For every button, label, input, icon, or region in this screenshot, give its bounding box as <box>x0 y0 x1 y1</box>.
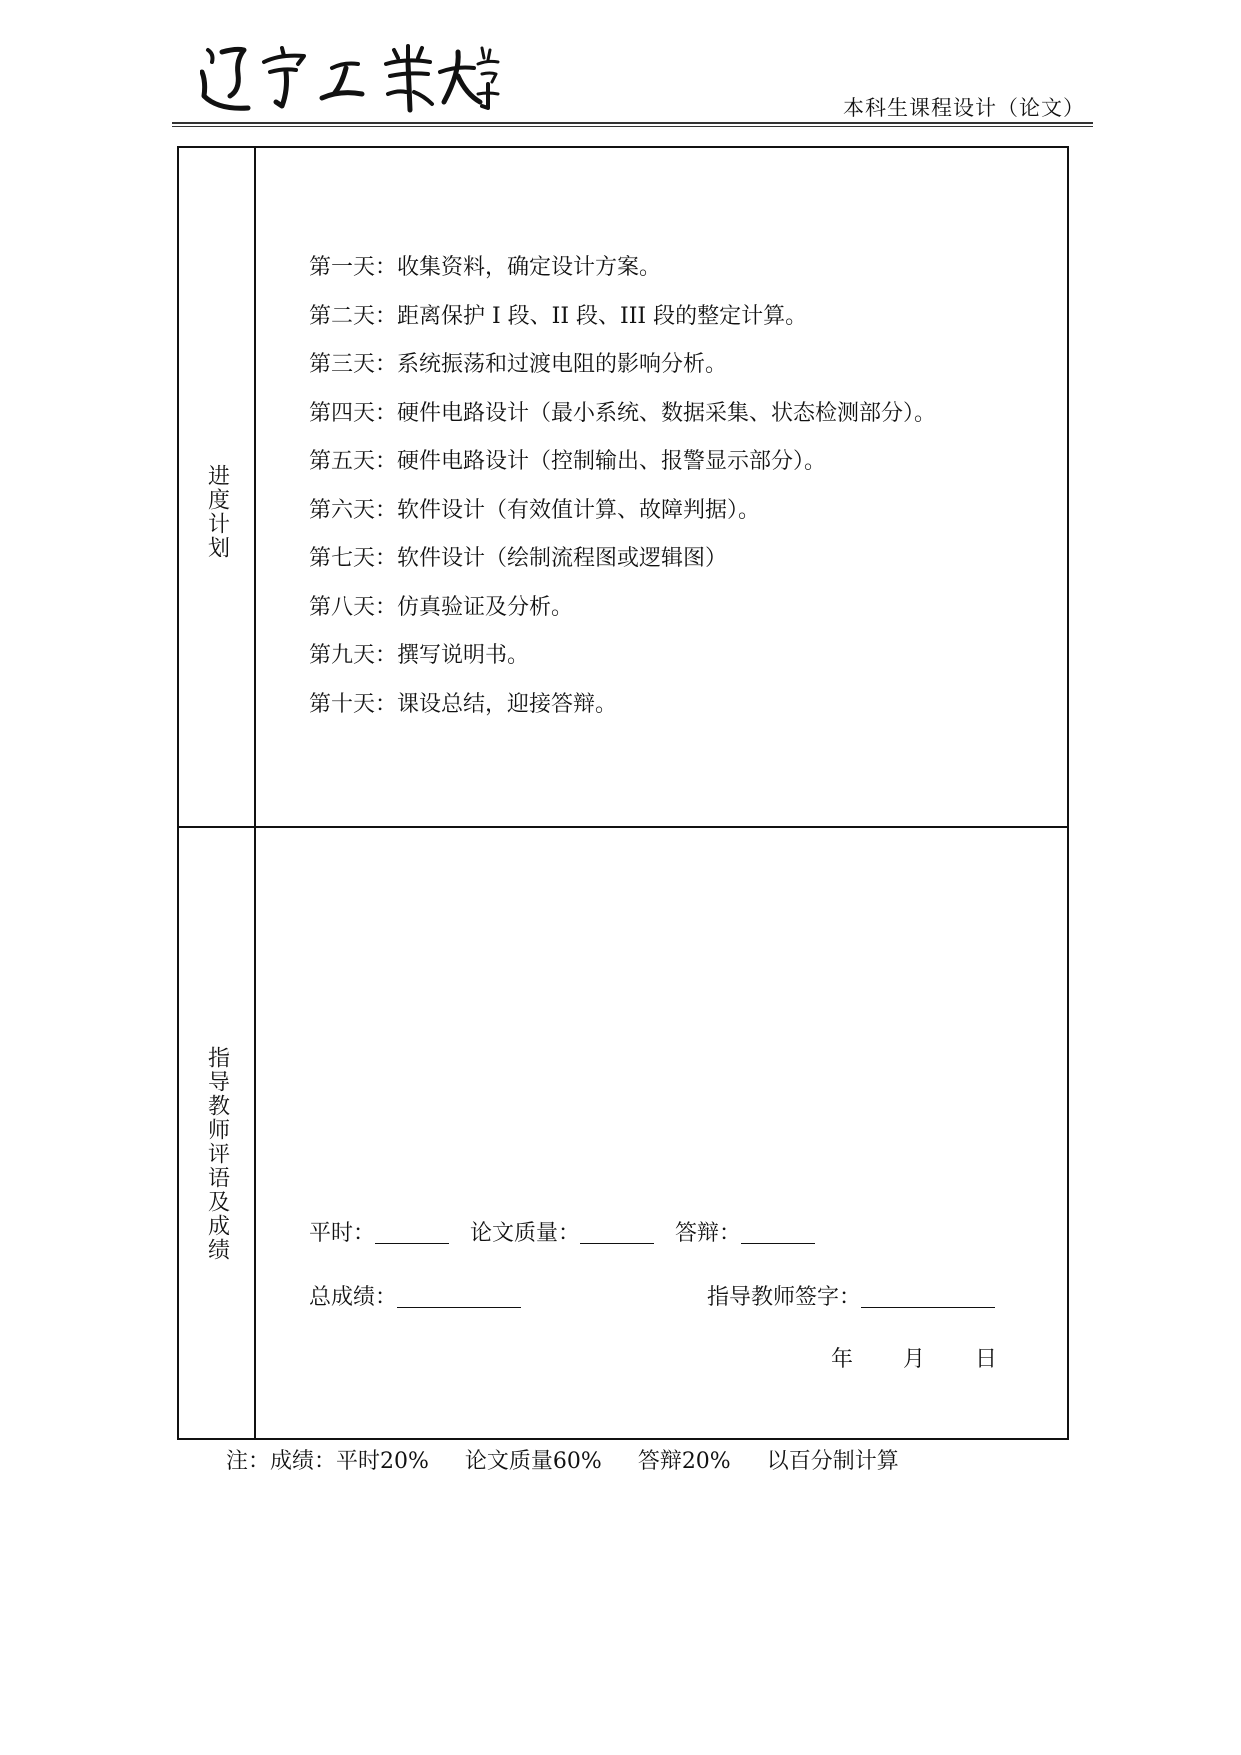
schedule-item: 第十天：课设总结，迎接答辩。 <box>309 691 618 717</box>
column-divider <box>254 148 256 1438</box>
schedule-item: 第九天：撰写说明书。 <box>309 643 530 668</box>
day-label: 日 <box>975 1347 998 1372</box>
defense-score-label: 答辩： <box>675 1221 742 1246</box>
date-row <box>831 1342 1047 1373</box>
header-rule-thick <box>172 122 1093 124</box>
paper-score-blank[interactable] <box>580 1221 654 1244</box>
schedule-item: 第一天：收集资料，确定设计方案。 <box>309 255 662 280</box>
regular-score-label: 平时： <box>309 1221 376 1246</box>
form-table <box>177 146 1069 1440</box>
header-rule-thin <box>172 126 1093 127</box>
comments-label-text: 指导教师评语及成绩 <box>204 1046 230 1262</box>
schedule-item: 第八天：仿真验证及分析。 <box>309 594 574 620</box>
schedule-item: 第四天：硬件电路设计（最小系统、数据采集、状态检测部分）。 <box>309 400 937 426</box>
document-type-label: 本科生课程设计（论文） <box>843 96 1085 120</box>
year-label: 年 <box>831 1347 854 1372</box>
schedule-item: 第六天：软件设计（有效值计算、故障判据）。 <box>309 497 761 523</box>
signature-blank[interactable] <box>861 1285 995 1308</box>
defense-score-blank[interactable] <box>741 1221 815 1244</box>
note-defense: 答辩20% <box>637 1449 731 1474</box>
total-score-label: 总成绩： <box>309 1285 398 1310</box>
row-divider <box>179 826 1067 828</box>
schedule-list <box>309 244 936 729</box>
schedule-item: 第七天：软件设计（绘制流程图或逻辑图） <box>309 546 728 571</box>
total-score-blank[interactable] <box>397 1285 521 1308</box>
note-paper: 论文质量60% <box>464 1449 602 1474</box>
score-row-components <box>309 1216 815 1247</box>
note-prefix: 注：成绩：平时20% <box>226 1449 429 1474</box>
schedule-item: 第二天：距离保护 I 段、II 段、III 段的整定计算。 <box>309 303 808 329</box>
university-logo <box>200 42 500 118</box>
schedule-item: 第三天：系统振荡和过渡电阻的影响分析。 <box>309 352 728 377</box>
schedule-label-text: 进度计划 <box>204 464 230 560</box>
paper-score-label: 论文质量： <box>470 1221 581 1246</box>
month-label: 月 <box>903 1347 926 1372</box>
signature-row <box>707 1280 995 1311</box>
schedule-item: 第五天：硬件电路设计（控制输出、报警显示部分）。 <box>309 449 827 474</box>
grading-note <box>226 1444 935 1475</box>
schedule-section-label <box>179 464 254 560</box>
note-scale: 以百分制计算 <box>766 1449 899 1474</box>
score-row-total <box>309 1280 521 1311</box>
regular-score-blank[interactable] <box>375 1221 449 1244</box>
signature-label: 指导教师签字： <box>707 1285 862 1310</box>
comments-section-label <box>179 1046 254 1262</box>
